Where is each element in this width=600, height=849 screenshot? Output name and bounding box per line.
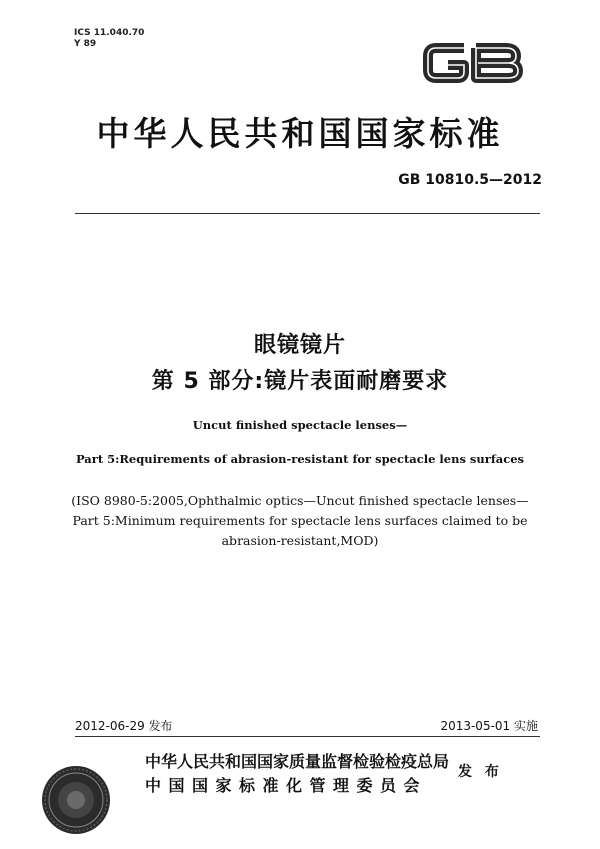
standard-title: 中华人民共和国国家标准: [96, 114, 504, 153]
gb-logo: [418, 38, 526, 88]
effective-date: 2013-05-01 实施: [440, 719, 538, 733]
en-title-line1: Uncut finished spectacle lenses—: [192, 418, 408, 432]
issuer-line2: 中国国家标准化管理委员会: [145, 776, 428, 795]
iso-line2: Part 5:Minimum requirements for spectacle lens surfaces claimed to be: [72, 513, 528, 528]
security-seal-icon: [40, 764, 112, 836]
iso-line1: (ISO 8980-5:2005,Ophthalmic optics—Uncut finished spectacle lenses—: [71, 493, 529, 508]
en-title-line2: Part 5:Requirements of abrasion-resistant for spectacle lens surfaces: [75, 452, 525, 466]
header-divider: [75, 213, 540, 214]
publish-label: 发 布: [458, 764, 503, 780]
iso-line3: abrasion-resistant,MOD): [221, 533, 379, 548]
standard-number: GB 10810.5—2012: [398, 172, 542, 188]
ccs-code: Y 89: [74, 39, 97, 49]
issuing-authorities: [145, 750, 449, 798]
footer-divider: [75, 736, 540, 737]
issue-date: 2012-06-29 发布: [75, 719, 173, 733]
classification-codes: [74, 28, 144, 50]
cn-title-line1: 眼镜镜片: [253, 333, 346, 358]
cn-title-line2: 第 5 部分:镜片表面耐磨要求: [151, 369, 449, 394]
ics-code: ICS 11.040.70: [74, 28, 145, 38]
issuer-line1: 中华人民共和国国家质量监督检验检疫总局: [145, 752, 450, 771]
iso-reference: [70, 491, 530, 551]
